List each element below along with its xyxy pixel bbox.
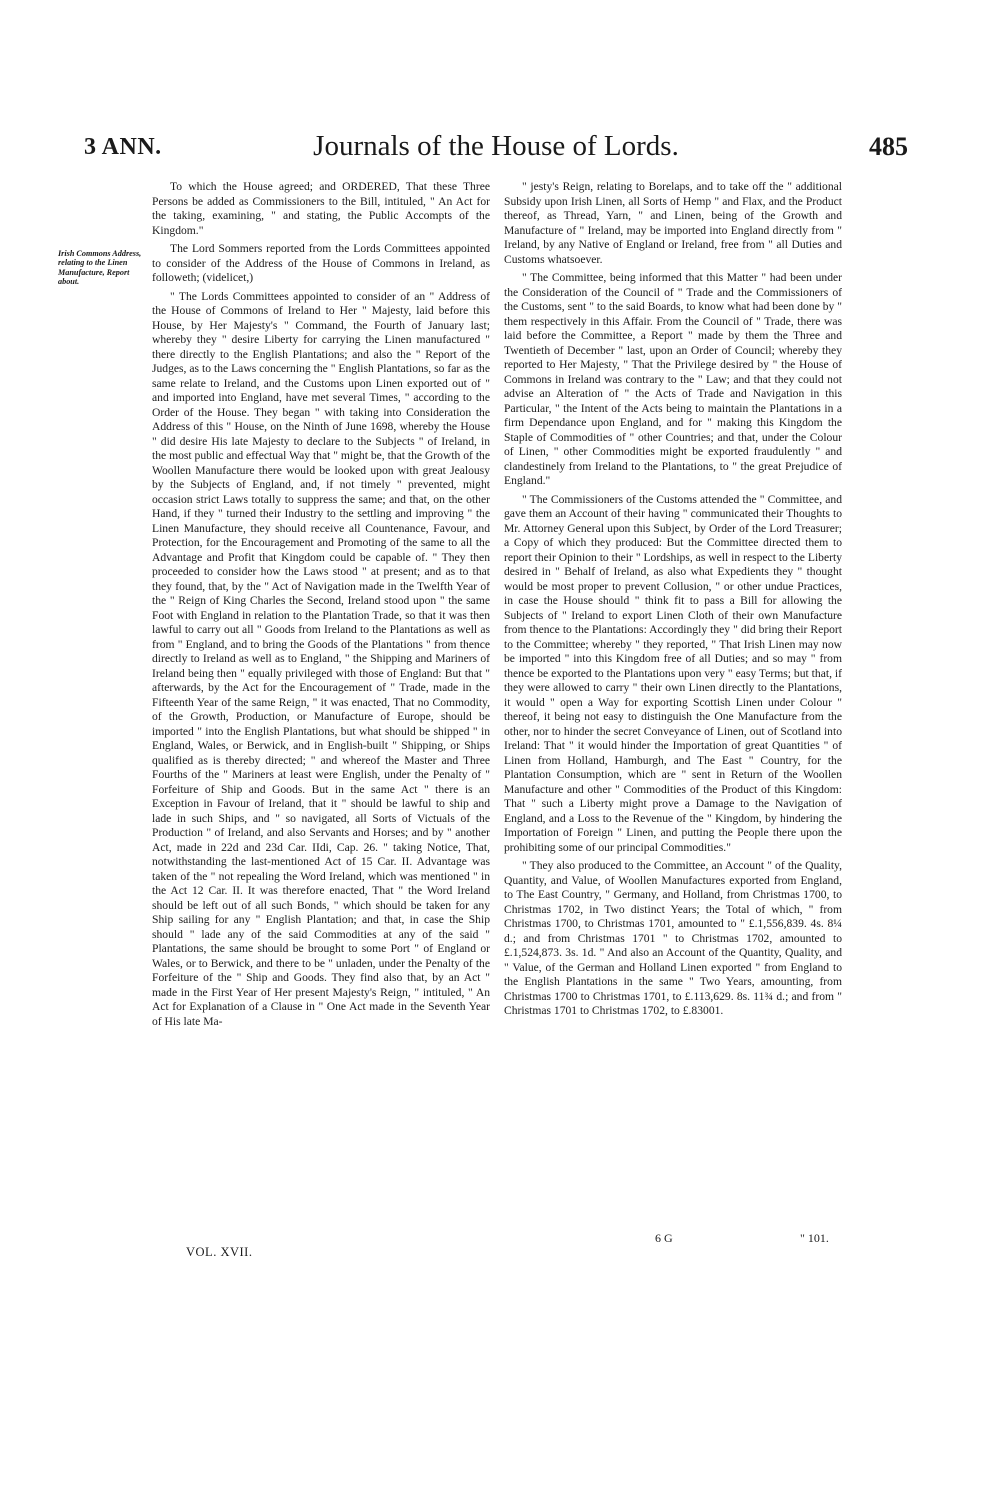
catchword: " 101. <box>800 1231 829 1245</box>
paragraph: To which the House agreed; and ORDERED, That these Three Persons be added as Commissioners to the Bill, intituled, " An Act for the taking, examining, " and stating, the Public Accompts of the Kingdom." <box>152 180 490 237</box>
volume-label: VOL. XVII. <box>186 1245 253 1259</box>
margin-note: Irish Commons Address, relating to the Linen Manufacture, Report about. <box>58 249 142 287</box>
paragraph: The Lord Sommers reported from the Lords Committees appointed to consider of the Address of the House of Commons in Ireland, as followeth; (videlicet,) <box>152 242 490 284</box>
paragraph: " The Lords Committees appointed to consider of an " Address of the House of Commons of Ireland to Her " Majesty, laid before this House, by Her Majesty's " Command, the Fourth of January last; whereby they " desire Liberty for carrying the Linen manufactured " there directly to the English Plantations; and also the " Report of the Judges, as to the Laws concerning the " English Plantations, so far as the same relate to Ireland, and the Customs upon Linen exported out of " and imported into England, have met several Times, " according to the Order of the House. They began " with taking into Consideration the Address of this " House, on the Ninth of June 1698, whereby the House " did desire His late Majesty to declare to the Subjects " of Ireland, in the most public and effectual Way that " might be, that the Growth of the Woollen Manufacture there would be looked upon with great Jealousy by the Subjects of England, and, if not timely " prevented, might occasion strict Laws totally to suppress the same; and that, on the other Hand, if they " turned their Industry to the settling and improving " the Linen Manufacture, they should receive all Countenance, Favour, and Protection, for the Encouragement and Promoting of the same to all the Advantage and Profit that Kingdom could be capable of. " They then proceeded to consider how the Laws stood " at present; and as to that they found, that, by the " Act of Navigation made in the Twelfth Year of the " Reign of King Charles the Second, Ireland stood upon " the same Foot with England in relation to the Plantation Trade, so that it was then lawful to carry out all " Goods from Ireland to the Plantations as well as from " England, and to bring the Goods of the Plantations " from thence directly to Ireland as well as to England, " the Shipping and Mariners of Ireland being then " equally privileged with those of England: But that " afterwards, by the Act for the Encouragement of " Trade, made in the Fifteenth Year of the same Reign, " it was enacted, That no Commodity, of the Growth, Production, or Manufacture of Europe, should be imported " into the English Plantations, but what should be shipped " in England, Wales, or Berwick, and in English-built " Shipping, or Ships qualified as is thereby directed; " and whereof the Master and Three Fourths of the " Mariners at least were English, under the Penalty of " Forfeiture of Ship and Goods. But in the same Act " there is an Exception in Favour of Ireland, that it " should be lawful to ship and lade in such Ships, and " so navigated, all Sorts of Victuals of the Production " of Ireland, and also Servants and Horses; and by " another Act, made in 22d and 23d Car. IIdi, Cap. 26. " taking Notice, That, notwithstanding the last-mentioned Act of 15 Car. II. Advantage was taken of the " not repealing the Word Ireland, which was mentioned " in the Act 12 Car. II. It was therefore enacted, That " the Word Ireland should be left out of all such Bonds, " which should be taken for any Ship sailing for any " English Plantation; and that, in case the Ship should " lade any of the said Commodities at any of the said " Plantations, the same should be brought to some Port " of England or Wales, or to Berwick, and there to be " unladen, under the Penalty of the Forfeiture of the " Ship and Goods. They find also that, by an Act " made in the First Year of Her present Majesty's Reign, " intituled, " An Act for Explanation of a Clause in " One Act made in the Seventh Year of His late Ma- <box>152 289 490 1028</box>
paragraph: " The Commissioners of the Customs attended the " Committee, and gave them an Account of their having " communicated their Thoughts to Mr. Attorney General upon this Subject, by Order of the Lord Treasurer; a Copy of which they produced: But the Committee directed them to report their Opinion to their " Lordships, as well in respect to the Liberty desired in " Behalf of Ireland, as also what Expedients they " thought would be most proper to prevent Collusion, " or other undue Practices, in case the House should " think fit to pass a Bill for allowing the Subjects of " Ireland to export Linen Cloth of their own Manufacture from thence to the Plantations: Accordingly they " did bring their Report to the Committee; whereby " they reported, " That Irish Linen may now be imported " into this Kingdom free of all Duties; and so may " from thence be exported to the Plantations upon very " easy Terms; but that, if they were allowed to carry " their own Linen directly to the Plantations, it would " open a Way for exporting Scottish Linen under Colour " thereof, it being not easy to distinguish the One Manufacture from the other, nor to hinder the secret Conveyance of Linen, out of Scotland into Ireland: That " it would hinder the Importation of great Quantities " of Linen from Holland, Hamburgh, and The East " Country, for the Plantation Consumption, which are " sent in Return of the Woollen Manufacture and other " Commodities of the Product of this Kingdom: That " such a Liberty might prove a Damage to the Navigation of England, and a Loss to the Revenue of the " Kingdom, by hindering the Importation of Foreign " Linen, and putting the People there upon the prohibiting some of our principal Commodities." <box>504 492 842 854</box>
journal-title: Journals of the House of Lords. <box>313 130 679 162</box>
right-column <box>504 180 842 1023</box>
signature-mark: 6 G <box>655 1231 673 1245</box>
left-column <box>152 180 490 1033</box>
page-number: 485 <box>869 132 908 161</box>
running-head <box>84 130 908 170</box>
regnal-year: 3 ANN. <box>84 134 162 160</box>
paragraph: " They also produced to the Committee, an Account " of the Quality, Quantity, and Value, of Woollen Manufactures exported from England, to The East Country, " Germany, and Holland, from Christmas 1700, to Christmas 1702, in Two distinct Years; the Total of which, " from Christmas 1700, to Christmas 1701, amounted to " £.1,556,839. 4s. 8¼ d.; and from Christmas 1701 " to Christmas 1702, amounted to £.1,524,873. 3s. 1d. " And also an Account of the Quantity, Quality, and " Value, of the German and Holland Linen exported " from England to the English Plantations in the same " Two Years, amounting, from Christmas 1700 to Christmas 1701, to £.113,629. 8s. 11¾ d.; and from " Christmas 1701 to Christmas 1702, to £.83001. <box>504 859 842 1017</box>
paragraph: " The Committee, being informed that this Matter " had been under the Consideration of the Council of " Trade and the Commissioners of the Customs, sent " to the said Boards, to know what had been done by " them respectively in this Affair. From the Council of " Trade, there was laid before the Committee, a Report " made by them the Three and Twentieth of December " last, upon an Order of Council; whereby they reported to Her Majesty, " That the Privilege desired by " the House of Commons in Ireland was contrary to the " Law; and that they could not advise an Alteration of " the Acts of Trade and Navigation in this Particular, " the Intent of the Acts being to maintain the Plantations in a firm Dependance upon England, and for " making this Kingdom the Staple of Commodities of " other Countries; and that, under the Colour of Linen, " other Commodities might be exported fraudulently " and clandestinely from Ireland to the Plantations, to " the great Prejudice of England." <box>504 271 842 487</box>
paragraph: " jesty's Reign, relating to Borelaps, and to take off the " additional Subsidy upon Irish Linen, all Sorts of Hemp " and Flax, and the Product thereof, as Thread, Yarn, " and Linen, being of the Growth and Manufacture of " Ireland, may be imported into England directly from " Ireland, by any Native of England or Ireland, free from " all Duties and Customs whatsoever. <box>504 180 842 266</box>
